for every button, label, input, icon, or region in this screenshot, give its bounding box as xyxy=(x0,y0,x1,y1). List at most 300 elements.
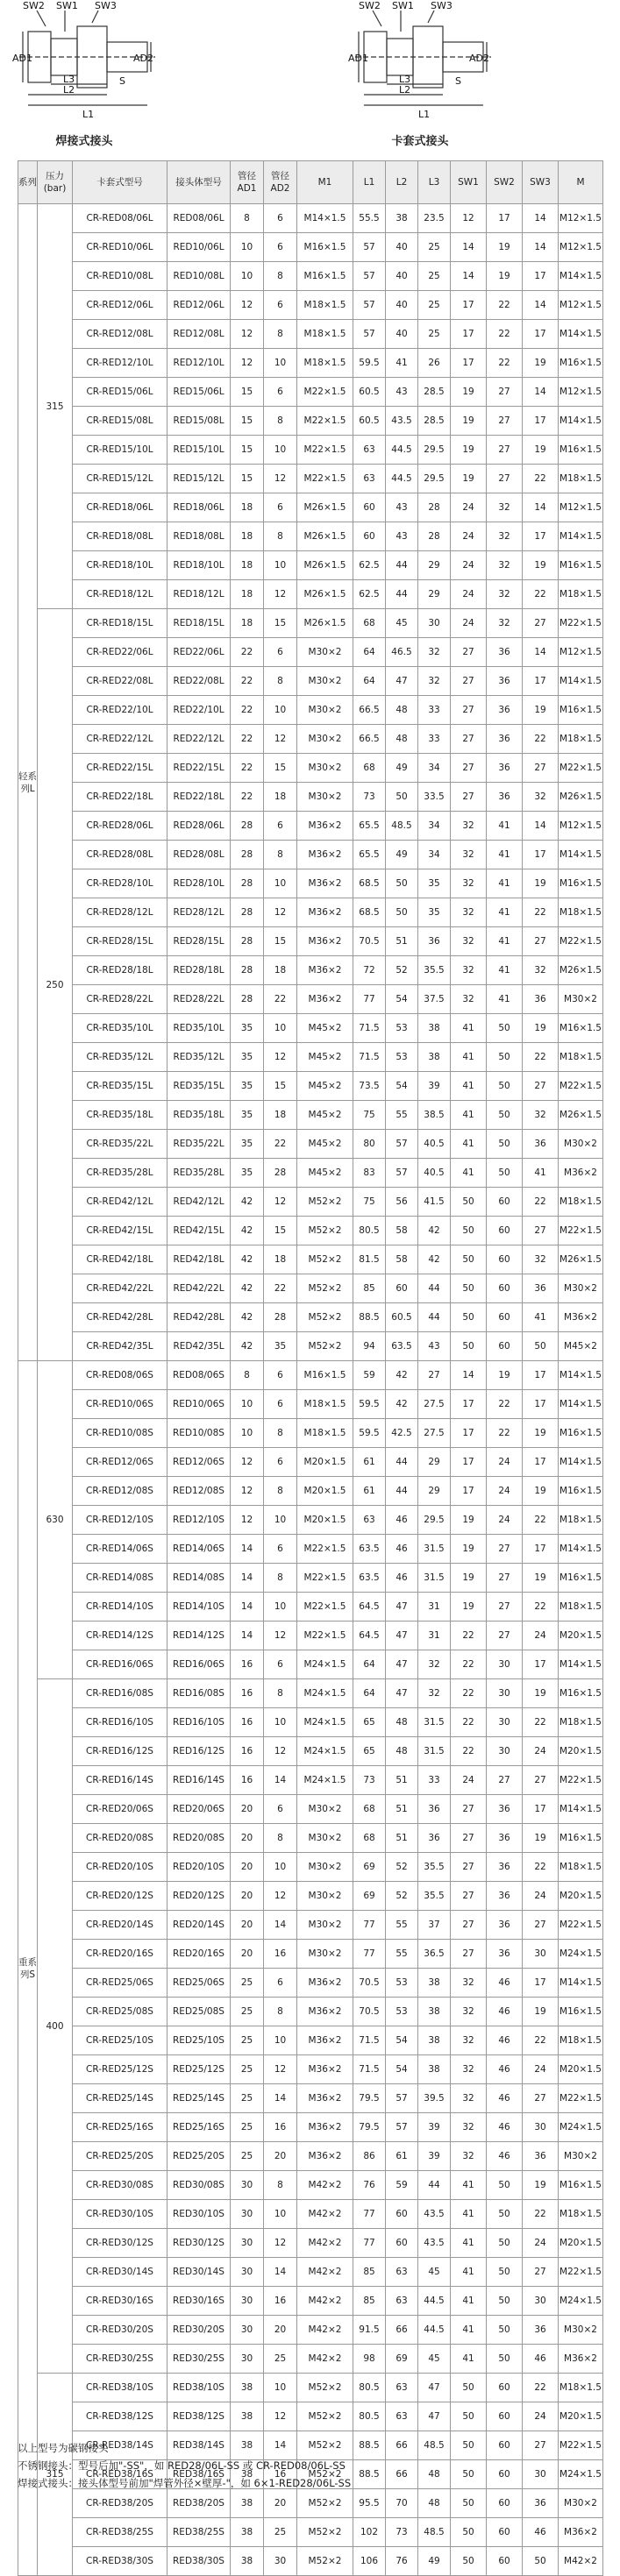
header-l2: L2 xyxy=(386,161,418,204)
table-row xyxy=(18,2316,603,2345)
table-cell: RED35/15L xyxy=(167,1072,231,1101)
table-cell: 19 xyxy=(523,436,559,465)
table-cell: CR-RED18/08L xyxy=(73,522,167,551)
table-cell: CR-RED22/18L xyxy=(73,783,167,812)
table-cell: 27 xyxy=(451,1940,487,1969)
table-cell: 24 xyxy=(451,493,487,522)
table-cell: 41.5 xyxy=(418,1188,451,1217)
table-cell: 36 xyxy=(523,2316,559,2345)
table-cell: 10 xyxy=(264,1853,297,1882)
table-row xyxy=(18,812,603,841)
table-cell: 12 xyxy=(451,204,487,233)
table-cell: 42 xyxy=(418,1245,451,1274)
table-cell: CR-RED28/18L xyxy=(73,956,167,985)
table-cell: 41 xyxy=(451,1072,487,1101)
table-cell: M20×1.5 xyxy=(559,1882,603,1911)
table-cell: 15 xyxy=(264,609,297,638)
table-row xyxy=(18,204,603,233)
table-cell: 14 xyxy=(451,262,487,291)
table-cell: 17 xyxy=(523,1361,559,1390)
fitting-spec-table xyxy=(18,160,603,2576)
table-cell: 14 xyxy=(523,204,559,233)
table-cell: 10 xyxy=(264,869,297,898)
table-cell: 8 xyxy=(264,522,297,551)
table-cell: M18×1.5 xyxy=(297,1419,353,1448)
table-row xyxy=(18,2402,603,2431)
table-cell: RED14/10S xyxy=(167,1593,231,1622)
table-cell: 52 xyxy=(386,1882,418,1911)
welded-label-sw3: SW3 xyxy=(95,0,117,11)
table-cell: CR-RED18/10L xyxy=(73,551,167,580)
table-cell: 17 xyxy=(487,204,523,233)
table-cell: RED42/22L xyxy=(167,1274,231,1303)
table-cell: 6 xyxy=(264,291,297,320)
table-cell: M30×2 xyxy=(297,667,353,696)
table-cell: RED38/20S xyxy=(167,2489,231,2518)
table-cell: 48 xyxy=(386,696,418,725)
table-cell: RED10/06S xyxy=(167,1390,231,1419)
table-cell: 40 xyxy=(386,291,418,320)
table-cell: 17 xyxy=(523,841,559,869)
table-row xyxy=(18,1217,603,1245)
ferrule-label-sw1: SW1 xyxy=(392,0,414,11)
table-cell: 44.5 xyxy=(418,2316,451,2345)
table-cell: 16 xyxy=(231,1679,264,1708)
table-cell: 12 xyxy=(264,465,297,493)
table-cell: 50 xyxy=(451,1274,487,1303)
table-cell: CR-RED35/12L xyxy=(73,1043,167,1072)
table-cell: 8 xyxy=(264,407,297,436)
header-ad2: 管径AD2 xyxy=(264,161,297,204)
table-cell: M36×2 xyxy=(297,2055,353,2084)
table-cell: 24 xyxy=(523,2229,559,2258)
table-cell: 31 xyxy=(418,1622,451,1650)
table-cell: 19 xyxy=(523,349,559,378)
ferrule-fitting-diagram xyxy=(346,0,495,131)
table-cell: 29.5 xyxy=(418,436,451,465)
table-cell: 12 xyxy=(231,1506,264,1535)
table-cell: 19 xyxy=(523,1824,559,1853)
table-cell: 46 xyxy=(487,1998,523,2026)
table-cell: RED18/08L xyxy=(167,522,231,551)
welded-label-sw2: SW2 xyxy=(23,0,45,11)
table-cell: 12 xyxy=(231,1448,264,1477)
table-cell: 27 xyxy=(487,407,523,436)
table-cell: 14 xyxy=(523,233,559,262)
table-cell: 24 xyxy=(523,2402,559,2431)
table-cell: 17 xyxy=(523,667,559,696)
table-cell: 6 xyxy=(264,812,297,841)
table-cell: 30 xyxy=(487,1737,523,1766)
table-cell: M52×2 xyxy=(297,1332,353,1361)
table-cell: M24×1.5 xyxy=(297,1708,353,1737)
table-cell: 34 xyxy=(418,754,451,783)
table-row xyxy=(18,1506,603,1535)
table-cell: M22×1.5 xyxy=(559,1217,603,1245)
table-cell: 25 xyxy=(418,320,451,349)
table-cell: RED28/08L xyxy=(167,841,231,869)
table-cell: M20×1.5 xyxy=(559,2402,603,2431)
table-cell: 30 xyxy=(231,2287,264,2316)
table-cell: RED28/18L xyxy=(167,956,231,985)
table-cell: M22×1.5 xyxy=(297,1535,353,1564)
table-cell: 44 xyxy=(418,1274,451,1303)
table-cell: RED15/06L xyxy=(167,378,231,407)
table-cell: RED30/20S xyxy=(167,2316,231,2345)
table-row xyxy=(18,1361,603,1390)
table-cell: M18×1.5 xyxy=(559,2374,603,2402)
table-cell: 60 xyxy=(487,1217,523,1245)
table-row xyxy=(18,465,603,493)
table-cell: 42 xyxy=(231,1245,264,1274)
table-cell: CR-RED15/06L xyxy=(73,378,167,407)
table-cell: 6 xyxy=(264,1448,297,1477)
header-m1: M1 xyxy=(297,161,353,204)
table-cell: 61 xyxy=(353,1448,386,1477)
table-cell: RED25/08S xyxy=(167,1998,231,2026)
table-cell: RED22/15L xyxy=(167,754,231,783)
table-cell: 14 xyxy=(264,2431,297,2460)
table-cell: 70.5 xyxy=(353,1969,386,1998)
table-cell: 41 xyxy=(487,841,523,869)
table-cell: 35.5 xyxy=(418,956,451,985)
table-cell: 25 xyxy=(231,2026,264,2055)
table-cell: 19 xyxy=(487,1361,523,1390)
table-row xyxy=(18,1679,603,1708)
table-cell: 12 xyxy=(264,2055,297,2084)
table-cell: M14×1.5 xyxy=(559,841,603,869)
table-cell: 50 xyxy=(451,1303,487,1332)
table-cell: 19 xyxy=(487,233,523,262)
table-cell: 64 xyxy=(353,1650,386,1679)
table-cell: 30 xyxy=(523,2287,559,2316)
table-cell: 27.5 xyxy=(418,1419,451,1448)
table-cell: M24×1.5 xyxy=(297,1650,353,1679)
table-row xyxy=(18,2374,603,2402)
table-cell: 88.5 xyxy=(353,1303,386,1332)
table-cell: 32 xyxy=(451,2113,487,2142)
table-cell: 27 xyxy=(487,1535,523,1564)
table-cell: M22×1.5 xyxy=(297,436,353,465)
table-cell: 14 xyxy=(523,378,559,407)
table-cell: 56 xyxy=(386,1188,418,1217)
table-cell: 24 xyxy=(487,1506,523,1535)
table-cell: 62.5 xyxy=(353,551,386,580)
table-cell: 33 xyxy=(418,725,451,754)
table-cell: 27 xyxy=(487,378,523,407)
table-cell: 12 xyxy=(264,580,297,609)
table-cell: 53 xyxy=(386,1969,418,1998)
table-cell: 76 xyxy=(386,2547,418,2576)
table-cell: 10 xyxy=(231,262,264,291)
table-cell: M22×1.5 xyxy=(297,378,353,407)
footnote-line: 以上型号为碳钢接头 xyxy=(18,2442,109,2454)
table-cell: M16×1.5 xyxy=(559,1477,603,1506)
table-row xyxy=(18,522,603,551)
table-cell: M16×1.5 xyxy=(559,1564,603,1593)
table-cell: 32 xyxy=(487,580,523,609)
table-cell: 32 xyxy=(418,667,451,696)
table-cell: 14 xyxy=(264,1911,297,1940)
table-cell: 38 xyxy=(231,2431,264,2460)
table-cell: CR-RED25/06S xyxy=(73,1969,167,1998)
table-cell: 36 xyxy=(523,2142,559,2171)
table-cell: 10 xyxy=(264,1708,297,1737)
table-cell: 22 xyxy=(264,985,297,1014)
table-cell: 43.5 xyxy=(418,2200,451,2229)
table-row xyxy=(18,1245,603,1274)
welded-label-l1: L1 xyxy=(82,109,95,120)
table-cell: M12×1.5 xyxy=(559,378,603,407)
table-cell: 22 xyxy=(487,1419,523,1448)
table-cell: CR-RED15/10L xyxy=(73,436,167,465)
ferrule-label-l3: L3 xyxy=(399,74,411,85)
table-cell: M22×1.5 xyxy=(559,1911,603,1940)
table-cell: 27 xyxy=(451,1853,487,1882)
table-cell: 54 xyxy=(386,2055,418,2084)
table-cell: CR-RED20/06S xyxy=(73,1795,167,1824)
table-row xyxy=(18,1766,603,1795)
table-cell: 25 xyxy=(264,2345,297,2374)
table-cell: 47 xyxy=(386,1679,418,1708)
table-cell: 65.5 xyxy=(353,812,386,841)
table-row xyxy=(18,1737,603,1766)
table-cell: M36×2 xyxy=(297,841,353,869)
table-cell: M22×1.5 xyxy=(559,609,603,638)
table-cell: CR-RED20/14S xyxy=(73,1911,167,1940)
table-cell: 12 xyxy=(231,320,264,349)
table-cell: 52 xyxy=(386,956,418,985)
table-cell: 63 xyxy=(386,2287,418,2316)
table-cell: M12×1.5 xyxy=(559,812,603,841)
table-cell: RED14/06S xyxy=(167,1535,231,1564)
table-cell: M18×1.5 xyxy=(559,1188,603,1217)
table-cell: 27 xyxy=(523,2084,559,2113)
table-cell: 63 xyxy=(353,465,386,493)
table-cell: 22 xyxy=(523,2374,559,2402)
table-cell: 19 xyxy=(451,465,487,493)
table-cell: RED38/30S xyxy=(167,2547,231,2576)
table-cell: 32 xyxy=(451,869,487,898)
table-cell: 48.5 xyxy=(418,2431,451,2460)
table-cell: M24×1.5 xyxy=(297,1679,353,1708)
table-cell: 16 xyxy=(231,1708,264,1737)
table-cell: 22 xyxy=(487,291,523,320)
table-row xyxy=(18,1882,603,1911)
table-cell: 32 xyxy=(451,1969,487,1998)
table-cell: 15 xyxy=(264,1072,297,1101)
series-cell: 重系列S xyxy=(18,1361,38,2576)
table-cell: M26×1.5 xyxy=(559,1101,603,1130)
table-cell: 41 xyxy=(386,349,418,378)
ferrule-label-sw2: SW2 xyxy=(359,0,381,11)
table-cell: CR-RED38/25S xyxy=(73,2518,167,2547)
table-cell: M22×1.5 xyxy=(297,1564,353,1593)
table-cell: 28 xyxy=(231,869,264,898)
table-cell: RED38/16S xyxy=(167,2460,231,2489)
table-cell: CR-RED30/20S xyxy=(73,2316,167,2345)
table-cell: 85 xyxy=(353,2287,386,2316)
table-row xyxy=(18,1101,603,1130)
table-cell: 35 xyxy=(264,1332,297,1361)
table-cell: 17 xyxy=(451,320,487,349)
table-cell: 40 xyxy=(386,233,418,262)
table-cell: 20 xyxy=(231,1882,264,1911)
table-cell: 25 xyxy=(231,1998,264,2026)
table-cell: 36 xyxy=(487,1911,523,1940)
table-cell: CR-RED42/18L xyxy=(73,1245,167,1274)
table-row xyxy=(18,2258,603,2287)
table-cell: RED42/12L xyxy=(167,1188,231,1217)
table-cell: M22×1.5 xyxy=(297,465,353,493)
table-cell: 14 xyxy=(523,493,559,522)
header-ad1: 管径AD1 xyxy=(231,161,264,204)
table-cell: 25 xyxy=(264,2518,297,2547)
table-cell: 32 xyxy=(418,638,451,667)
table-cell: 29 xyxy=(418,580,451,609)
table-cell: 41 xyxy=(523,1159,559,1188)
table-cell: 50 xyxy=(386,898,418,927)
table-cell: M18×1.5 xyxy=(559,2200,603,2229)
table-cell: M52×2 xyxy=(297,1217,353,1245)
table-cell: M36×2 xyxy=(297,927,353,956)
table-cell: M30×2 xyxy=(559,985,603,1014)
table-cell: 46 xyxy=(523,2345,559,2374)
table-cell: 22 xyxy=(523,1593,559,1622)
table-cell: RED42/15L xyxy=(167,1217,231,1245)
table-cell: 41 xyxy=(451,1014,487,1043)
table-cell: M36×2 xyxy=(297,956,353,985)
table-cell: CR-RED38/14S xyxy=(73,2431,167,2460)
table-cell: M18×1.5 xyxy=(559,465,603,493)
table-cell: 98 xyxy=(353,2345,386,2374)
table-cell: 22 xyxy=(523,725,559,754)
table-cell: M14×1.5 xyxy=(559,1969,603,1998)
table-cell: M52×2 xyxy=(297,2518,353,2547)
table-cell: 6 xyxy=(264,1650,297,1679)
table-cell: CR-RED14/06S xyxy=(73,1535,167,1564)
table-cell: 28 xyxy=(264,1159,297,1188)
table-cell: 85 xyxy=(353,2258,386,2287)
table-cell: 50 xyxy=(487,2258,523,2287)
table-cell: CR-RED22/12L xyxy=(73,725,167,754)
table-cell: M16×1.5 xyxy=(559,1824,603,1853)
table-cell: 14 xyxy=(231,1593,264,1622)
table-cell: 60 xyxy=(487,1188,523,1217)
header-sw3: SW3 xyxy=(523,161,559,204)
table-cell: 8 xyxy=(264,2171,297,2200)
table-cell: 38 xyxy=(231,2460,264,2489)
table-cell: M16×1.5 xyxy=(559,551,603,580)
table-cell: 72 xyxy=(353,956,386,985)
table-cell: 8 xyxy=(264,320,297,349)
table-cell: M18×1.5 xyxy=(559,2026,603,2055)
table-cell: 29 xyxy=(418,551,451,580)
table-cell: M16×1.5 xyxy=(559,869,603,898)
table-cell: 41 xyxy=(451,2258,487,2287)
table-cell: 27 xyxy=(487,1622,523,1650)
table-cell: RED12/06L xyxy=(167,291,231,320)
table-cell: 35 xyxy=(231,1043,264,1072)
table-cell: 41 xyxy=(451,1159,487,1188)
table-cell: M20×1.5 xyxy=(559,2055,603,2084)
table-cell: 42 xyxy=(231,1274,264,1303)
table-cell: CR-RED25/10S xyxy=(73,2026,167,2055)
table-cell: 45 xyxy=(418,2345,451,2374)
table-row xyxy=(18,783,603,812)
table-cell: 36 xyxy=(523,1274,559,1303)
welded-label-s: S xyxy=(119,75,125,87)
table-cell: 14 xyxy=(264,2084,297,2113)
table-cell: 18 xyxy=(231,551,264,580)
table-cell: 19 xyxy=(451,1593,487,1622)
table-cell: 14 xyxy=(264,1766,297,1795)
table-cell: M52×2 xyxy=(297,2402,353,2431)
table-cell: RED42/28L xyxy=(167,1303,231,1332)
table-cell: 22 xyxy=(523,1708,559,1737)
table-cell: 63 xyxy=(353,1506,386,1535)
table-cell: M14×1.5 xyxy=(559,320,603,349)
table-cell: 48.5 xyxy=(418,2518,451,2547)
table-cell: RED42/18L xyxy=(167,1245,231,1274)
table-cell: 22 xyxy=(231,667,264,696)
table-cell: CR-RED35/15L xyxy=(73,1072,167,1101)
table-cell: RED12/08S xyxy=(167,1477,231,1506)
table-cell: CR-RED25/16S xyxy=(73,2113,167,2142)
table-cell: RED12/10S xyxy=(167,1506,231,1535)
table-cell: 30 xyxy=(231,2316,264,2345)
table-cell: CR-RED18/12L xyxy=(73,580,167,609)
table-cell: M36×2 xyxy=(297,1998,353,2026)
table-cell: CR-RED22/10L xyxy=(73,696,167,725)
table-cell: 65 xyxy=(353,1737,386,1766)
table-row xyxy=(18,262,603,291)
table-cell: 20 xyxy=(231,1824,264,1853)
welded-label-l3: L3 xyxy=(63,74,75,85)
table-cell: M45×2 xyxy=(559,1332,603,1361)
table-cell: 66.5 xyxy=(353,725,386,754)
table-cell: 10 xyxy=(264,1593,297,1622)
table-cell: 44.5 xyxy=(386,465,418,493)
table-cell: M45×2 xyxy=(297,1043,353,1072)
table-cell: 46 xyxy=(487,2142,523,2171)
table-cell: 35.5 xyxy=(418,1882,451,1911)
table-cell: RED18/06L xyxy=(167,493,231,522)
table-cell: 51 xyxy=(386,1795,418,1824)
table-cell: 50 xyxy=(487,1101,523,1130)
table-cell: M30×2 xyxy=(297,783,353,812)
table-cell: M52×2 xyxy=(297,1188,353,1217)
table-cell: 59.5 xyxy=(353,1419,386,1448)
table-cell: 16 xyxy=(264,2287,297,2316)
table-cell: 17 xyxy=(451,1390,487,1419)
table-cell: 31.5 xyxy=(418,1737,451,1766)
table-cell: 44 xyxy=(418,1303,451,1332)
table-row xyxy=(18,1274,603,1303)
table-cell: M36×2 xyxy=(297,1969,353,1998)
header-l3: L3 xyxy=(418,161,451,204)
table-cell: M16×1.5 xyxy=(559,1679,603,1708)
table-cell: 60 xyxy=(386,2200,418,2229)
table-cell: M20×1.5 xyxy=(559,2229,603,2258)
table-cell: 28.5 xyxy=(418,407,451,436)
table-cell: M45×2 xyxy=(297,1101,353,1130)
table-cell: 75 xyxy=(353,1188,386,1217)
table-cell: CR-RED12/06S xyxy=(73,1448,167,1477)
table-cell: 10 xyxy=(231,1419,264,1448)
table-cell: 19 xyxy=(523,869,559,898)
table-cell: 25 xyxy=(418,262,451,291)
